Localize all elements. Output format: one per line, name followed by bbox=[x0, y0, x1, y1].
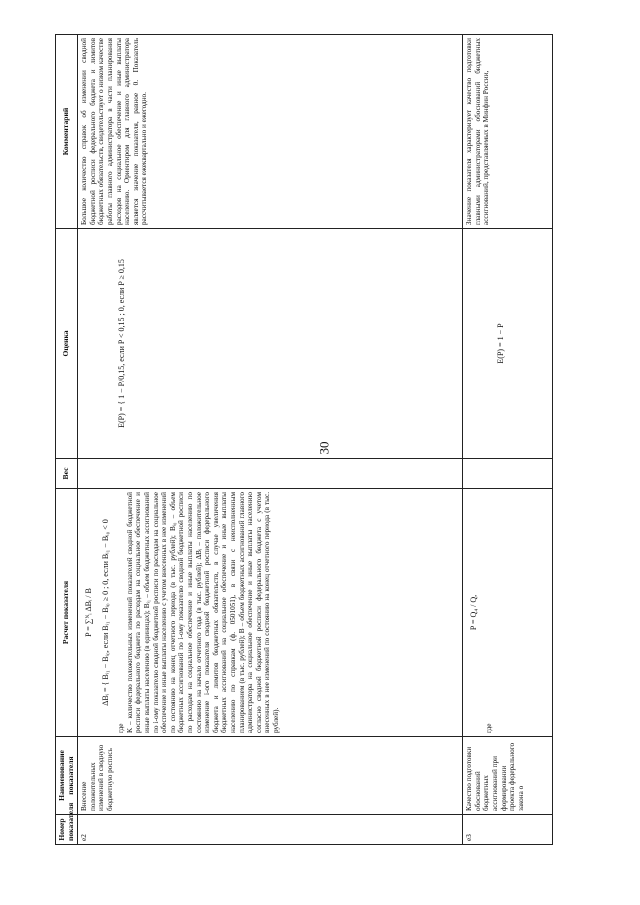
row-comment: Значение показателя характеризует качество подготовки главными администраторами обоснований бюджетных ассигнований, представляемых в Минфин России, bbox=[463, 35, 553, 229]
header-name: Наименование показателя bbox=[56, 737, 78, 815]
calc-description: K – количество положительных изменений показателей сводной бюджетной росписи федерального бюджета по расходам на социальное обеспечение и иные выплаты населению (в единицах); Bᵢ₁ – объем бюджетных ассигнований по i-ому показателю сводной бюджетной росписи по расходам на социальное обеспечение и иные выплаты населению с учетом внесенных в нее изменений по состоянию на конец отчетного периода (в тыс. рублей); Bᵢ₀ – объем бюджетных ассигнований по i-ому показателю сводной бюджетной росписи по расходам на социальное обеспечение и иные выплаты населению по состоянию на начало отчетного года (в тыс. рублей); ΔBᵢ – положительное изменение i-ого показателя сводной бюджетной росписи федерального бюджета и лимитов бюджетных обязательств, в случае увеличения бюджетных ассигнований на социальное обеспечение и иные выплаты населению по справкам (ф. 0501051), в связи с неисполненным планированием (в тыс. рублей); B – объем бюджетных ассигнований главного администратора на социальное обеспечение и иные выплаты населению согласно сводной бюджетной росписи федерального бюджета с учетом внесенных в нее изменений по состоянию на конец отчетного периода (в тыс. рублей). bbox=[125, 492, 280, 733]
row-name: Внесение положительных изменений в сводную бюджетную роспись bbox=[78, 737, 463, 815]
row-evaluation: E(P) = 1 − P bbox=[463, 229, 553, 459]
row-name: Качество подготовки обоснований бюджетных ассигнований при формировании проекта федерального закона о bbox=[463, 737, 553, 815]
table-row bbox=[463, 35, 553, 845]
row-evaluation: E(P) = { 1 − P/0,15, если P < 0,15 ; 0, если P ≥ 0,15 bbox=[78, 229, 463, 459]
page-number: 30 bbox=[316, 441, 332, 455]
where-label: где bbox=[117, 723, 126, 733]
header-weight: Вес bbox=[56, 459, 78, 489]
formula-main: P = Q₄ / Q, bbox=[469, 594, 479, 631]
row-weight bbox=[463, 459, 553, 489]
row-weight bbox=[78, 459, 463, 489]
row-number: е2 bbox=[78, 815, 463, 845]
table-row bbox=[78, 35, 463, 845]
row-comment: Большое количество справок об изменении сводной бюджетной росписи федерального бюджета и лимитов бюджетных обязательств, свидетельствует о низком качестве работы главного администратора в части планирования расходов на социальное обеспечение и иные выплаты населению. Ориентиром для главного администратора является значение показателя, равное 0. Показатель рассчитывается ежеквартально и ежегодно. bbox=[78, 35, 463, 229]
header-calc: Расчет показателя bbox=[56, 489, 78, 737]
formula-main: P = ∑ᴺᵢ ΔBᵢ / B bbox=[84, 588, 94, 637]
header-evaluation: Оценка bbox=[56, 229, 78, 459]
indicators-table bbox=[55, 34, 553, 845]
formula-delta: ΔBᵢ = { Bᵢ₁ − Bᵢ₀, если Bᵢ₁ − Bᵢ₀ ≥ 0 ; 0, если Bᵢ₁ − Bᵢ₀ < 0 bbox=[101, 519, 111, 706]
row-number: е3 bbox=[463, 815, 553, 845]
where-label: где bbox=[485, 723, 494, 733]
header-comment: Комментарий bbox=[56, 35, 78, 229]
row-calc bbox=[463, 489, 553, 737]
table-header-row bbox=[56, 35, 78, 845]
rotated-page bbox=[55, 35, 550, 845]
row-calc bbox=[78, 489, 463, 737]
header-number: Номер показателя bbox=[56, 815, 78, 845]
